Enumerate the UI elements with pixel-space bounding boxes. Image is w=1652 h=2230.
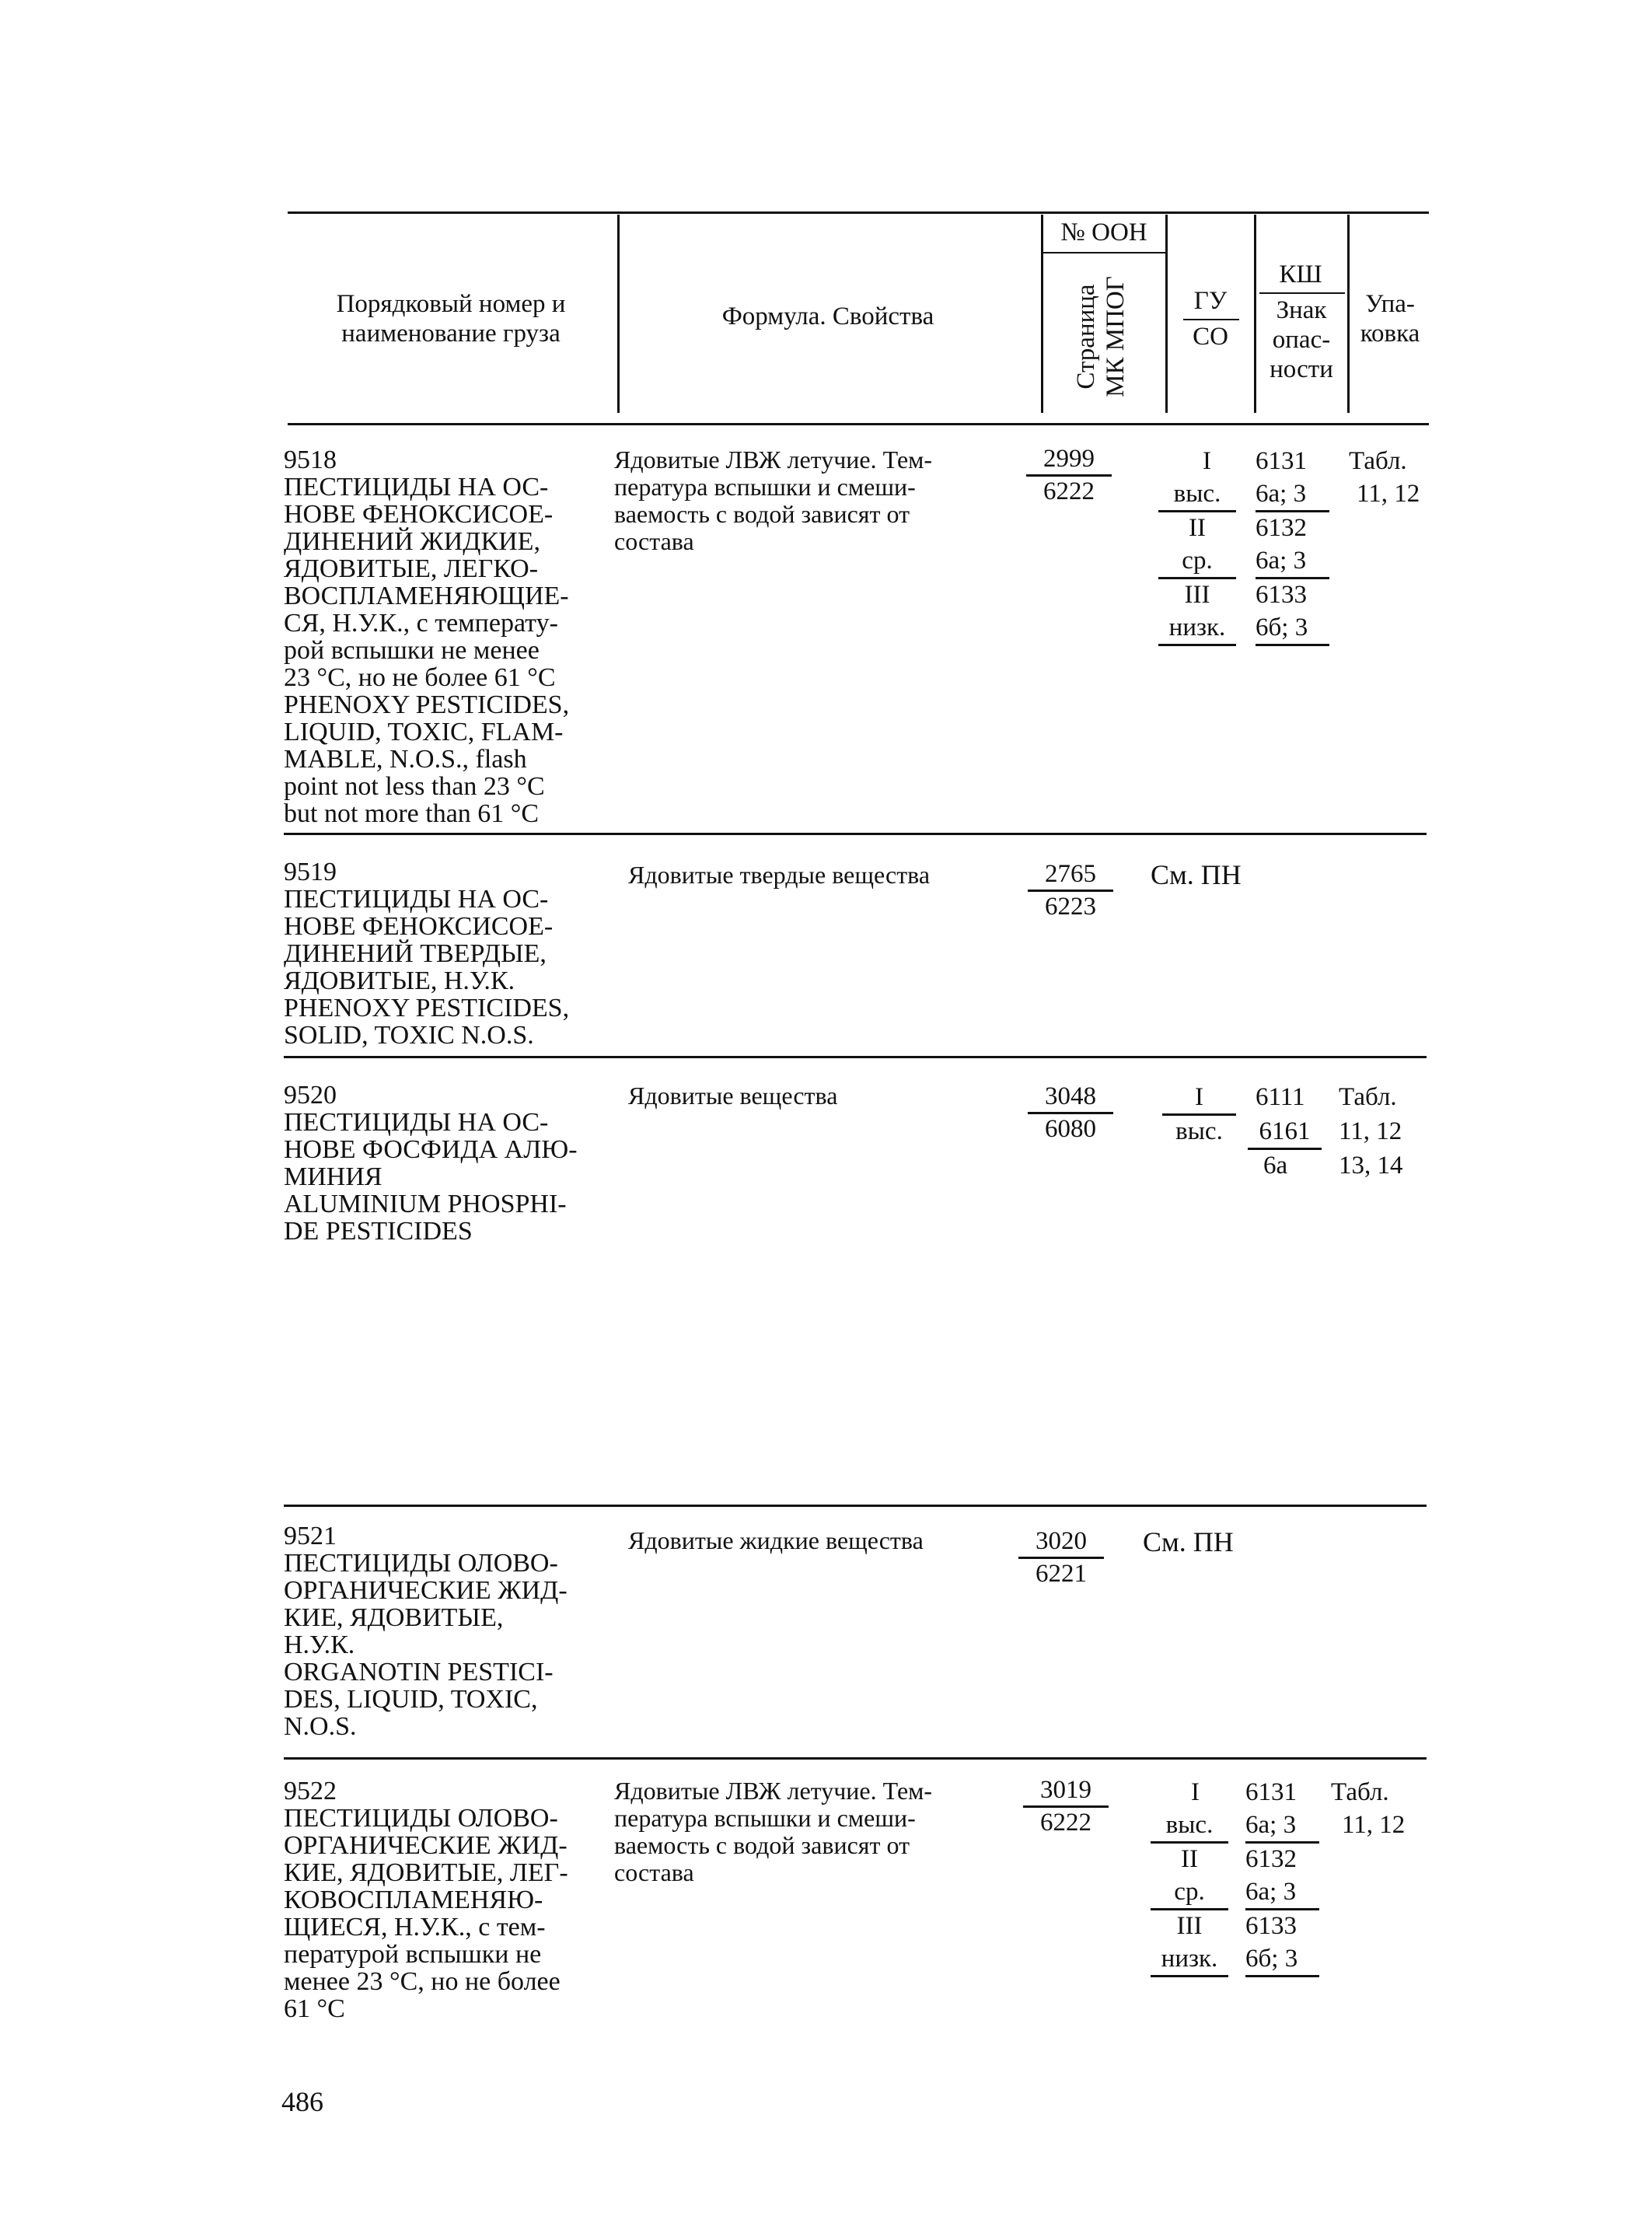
mk-page: 6080 [1045,1115,1096,1143]
cargo-id: 9521 [284,1522,337,1550]
mk-page: 6221 [1036,1560,1087,1588]
packing-ref: Табл. [1331,1778,1389,1806]
gu-value: II [1181,1845,1198,1873]
cargo-id: 9519 [284,858,337,886]
gu-so-rule [1183,319,1239,320]
properties-9520: Ядовитые вещества [628,1082,838,1110]
ksh-code: 6133 [1245,1912,1297,1940]
so-value: ср. [1158,544,1236,579]
hazard-sign: 6б; 3 [1245,1942,1319,1977]
so-value: выс. [1158,477,1236,512]
so-value: выс. [1175,1117,1223,1145]
gu-value: III [1176,1912,1203,1940]
header-mk-page: Страница МК МПОГ [1072,276,1130,397]
packing-ref: 11, 12 [1357,480,1420,508]
un-number: 3048 [1028,1081,1113,1114]
un-number: 2999 [1026,443,1112,477]
header-divider-5 [1347,215,1350,413]
header-formula: Формула. Свойства [721,302,934,330]
so-value: низк. [1151,1942,1228,1977]
hazard-sign: 6а; 3 [1245,1875,1319,1910]
so-value: выс. [1151,1809,1228,1844]
gu-value: I [1203,447,1211,475]
so-value: ср. [1151,1875,1228,1910]
un-header-rule [1042,252,1166,253]
un-number: 3020 [1018,1526,1104,1559]
header-ksh: КШ [1279,260,1322,288]
gu-value: III [1184,581,1210,609]
mk-page: 6222 [1043,477,1095,505]
cargo-id: 9522 [284,1777,337,1805]
ksh-code: 6111 [1256,1083,1305,1111]
un-number: 3019 [1023,1774,1109,1808]
properties-9521: Ядовитые жидкие вещества [628,1526,924,1554]
so-value: низк. [1158,611,1236,646]
row-rule-1 [284,833,1427,835]
cargo-name-9520: 9520 ПЕСТИЦИДЫ НА ОС- НОВЕ ФОСФИДА АЛЮ- МИНИЯ ALUMINIUM PHOSPHI- DE PESTICIDES [284,1082,618,1245]
ksh-code: 6161 [1248,1115,1322,1150]
cargo-id: 9520 [284,1081,337,1110]
see-instructions: См. ПН [1143,1526,1234,1557]
hazard-sign: 6а [1263,1152,1288,1180]
cargo-name-9518: 9518 ПЕСТИЦИДЫ НА ОС- НОВЕ ФЕНОКСИСОЕ- ДИНЕНИЙ ЖИДКИЕ, ЯДОВИТЫЕ, ЛЕГКО- ВОСПЛАМЕНЯЮЩИЕ- СЯ, Н.У.К., с температу- рой вспышки не менее 23 °С, но не более 61 °С PHENOXY PESTICIDES, LIQUID, TOXIC, FLAM- MABLE, N.O.S., flash point not less than 23 °С but not more than 61 °С [284,446,618,827]
gu-value: II [1189,514,1206,542]
mk-page: 6222 [1040,1809,1091,1837]
properties-9518: Ядовитые ЛВЖ летучие. Тем- пература вспышки и смеши- ваемость с водой зависят от состава [614,446,933,555]
row-rule-4 [284,1757,1427,1760]
header-packing: Упа- ковка [1360,290,1420,348]
row-rule-3 [284,1505,1427,1507]
packing-ref: Табл. [1339,1083,1397,1111]
cargo-name-9522: 9522 ПЕСТИЦИДЫ ОЛОВО- ОРГАНИЧЕСКИЕ ЖИД- КИЕ, ЯДОВИТЫЕ, ЛЕГ- КОВОСПЛАМЕНЯЮ- ЩИЕСЯ, Н.У.К., с тем- пературой вспышки не менее 23 °С, но не более 61 °С [284,1777,618,2022]
header-top-rule [288,211,1429,214]
ksh-rule [1259,292,1345,294]
ksh-code: 6133 [1256,581,1307,609]
ksh-code: 6131 [1256,447,1307,475]
packing-ref: Табл. [1349,447,1407,475]
gu-value: I [1191,1778,1200,1806]
packing-ref: 11, 12 [1342,1811,1406,1839]
hazard-sign: 6а; 3 [1256,477,1329,512]
ksh-code: 6132 [1256,514,1307,542]
properties-9522: Ядовитые ЛВЖ летучие. Тем- пература вспышки и смеши- ваемость с водой зависят от состава [614,1777,933,1886]
cargo-id: 9518 [284,446,337,474]
header-gu: ГУ [1193,287,1228,315]
see-instructions: См. ПН [1151,859,1242,890]
packing-ref: 11, 12 [1339,1117,1402,1145]
page-number: 486 [281,2086,323,2117]
header-un-number: № ООН [1060,218,1147,246]
hazard-sign: 6а; 3 [1256,544,1329,579]
un-number: 2765 [1028,858,1113,892]
header-divider-4 [1254,215,1256,413]
mk-page: 6223 [1045,893,1096,921]
ksh-code: 6132 [1245,1845,1297,1873]
header-hazard-sign: Знак опас- ности [1270,296,1333,383]
cargo-name-9521: 9521 ПЕСТИЦИДЫ ОЛОВО- ОРГАНИЧЕСКИЕ ЖИД- КИЕ, ЯДОВИТЫЕ, Н.У.К. ORGANOTIN PESTICI- DES, LIQUID, TOXIC, N.O.S. [284,1522,618,1740]
hazard-sign: 6а; 3 [1245,1809,1319,1844]
hazard-sign: 6б; 3 [1256,611,1329,646]
header-divider-1 [617,215,620,413]
gu-value: I [1162,1081,1236,1116]
packing-ref: 13, 14 [1339,1152,1403,1180]
cargo-name-9519: 9519 ПЕСТИЦИДЫ НА ОС- НОВЕ ФЕНОКСИСОЕ- ДИНЕНИЙ ТВЕРДЫЕ, ЯДОВИТЫЕ, Н.У.К. PHENOXY PESTICIDES, SOLID, TOXIC N.O.S. [284,858,618,1049]
header-so: СО [1193,323,1228,351]
properties-9519: Ядовитые твердые вещества [628,861,931,889]
header-cargo-name: Порядковый номер и наименование груза [336,290,566,348]
row-rule-2 [284,1056,1427,1058]
header-bottom-rule [288,423,1429,425]
ksh-code: 6131 [1245,1778,1297,1806]
